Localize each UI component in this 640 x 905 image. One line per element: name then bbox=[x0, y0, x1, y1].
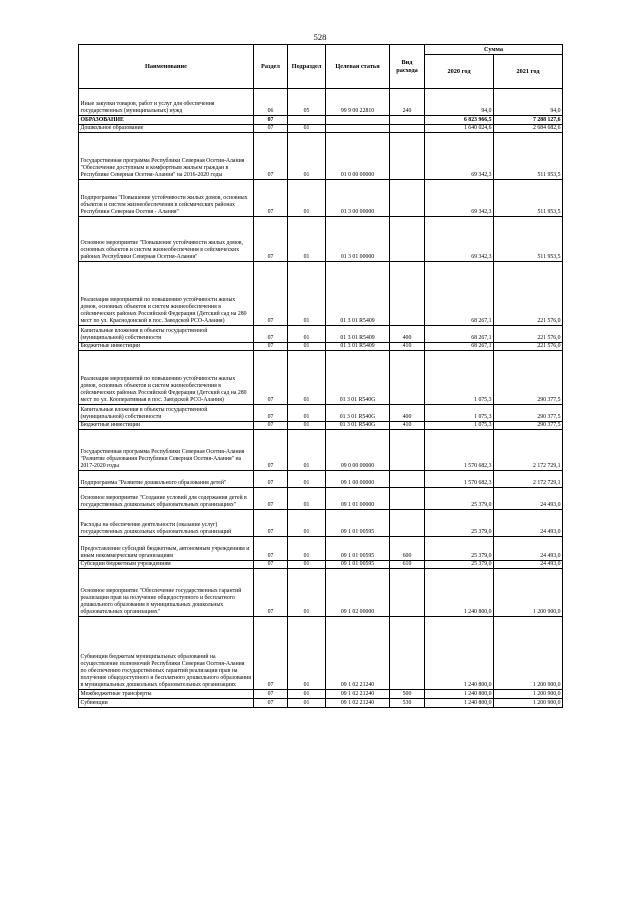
cell-sum-2020: 68 267,1 bbox=[425, 343, 494, 351]
header-target-article: Целевая статья bbox=[326, 45, 390, 89]
cell-target-article: 09 0 00 00000 bbox=[326, 430, 390, 471]
cell-sum-2021: 511 953,5 bbox=[494, 133, 563, 180]
cell-sum-2021: 290 377,5 bbox=[494, 405, 563, 422]
cell-section: 07 bbox=[254, 422, 288, 430]
cell-expense-type: 600 bbox=[390, 537, 425, 561]
table-row bbox=[79, 89, 563, 116]
cell-section: 07 bbox=[254, 405, 288, 422]
cell-name: Предоставление субсидий бюджетным, автономным учреждениям и иным некоммерческим организациям bbox=[79, 537, 254, 561]
header-section: Раздел bbox=[254, 45, 288, 89]
header-expense-type: Вид расхода bbox=[390, 45, 425, 89]
cell-sum-2020: 69 342,3 bbox=[425, 180, 494, 217]
cell-name: Реализация мероприятий по повышению устойчивости жилых домов, основных объектов и систем жизнеобеспечения в сейсмических районах Российской Федерации (Детский сад на 280 мест по ул. Кооперативная в пос. Заводской РСО-Алания) bbox=[79, 351, 254, 405]
page-number: 528 bbox=[313, 32, 327, 42]
table-row bbox=[79, 343, 563, 351]
table-row bbox=[79, 699, 563, 708]
cell-sum-2020: 1 240 800,0 bbox=[425, 699, 494, 708]
table-row bbox=[79, 617, 563, 690]
cell-expense-type bbox=[390, 510, 425, 537]
cell-sum-2020: 1 075,3 bbox=[425, 351, 494, 405]
cell-name: Реализация мероприятий по повышению устойчивости жилых домов, основных объектов и систем жизнеобеспечения в сейсмических районах Российской Федерации (Детский сад на 280 мест по ул. Краснодонской в пос. Заводской РСО-Алания) bbox=[79, 262, 254, 326]
cell-sum-2021: 1 200 900,0 bbox=[494, 699, 563, 708]
cell-sum-2021: 94,0 bbox=[494, 89, 563, 116]
cell-target-article: 99 9 00 22810 bbox=[326, 89, 390, 116]
cell-sum-2020: 1 240 800,0 bbox=[425, 617, 494, 690]
cell-expense-type: 610 bbox=[390, 561, 425, 569]
table-row bbox=[79, 690, 563, 699]
cell-target-article: 09 1 02 21240 bbox=[326, 617, 390, 690]
cell-sum-2020: 25 379,0 bbox=[425, 537, 494, 561]
cell-sum-2021: 290 377,5 bbox=[494, 351, 563, 405]
cell-section: 07 bbox=[254, 125, 288, 133]
cell-target-article: 01 3 00 00000 bbox=[326, 180, 390, 217]
cell-subsection: 01 bbox=[288, 405, 326, 422]
cell-target-article: 09 1 01 00000 bbox=[326, 488, 390, 510]
cell-subsection: 01 bbox=[288, 125, 326, 133]
cell-section: 07 bbox=[254, 699, 288, 708]
cell-expense-type bbox=[390, 262, 425, 326]
cell-name: Подпрограмма "Развитие дошкольного образования детей" bbox=[79, 471, 254, 488]
cell-name: Расходы на обеспечение деятельности (оказание услуг) государственных дошкольных образовательных организаций bbox=[79, 510, 254, 537]
cell-sum-2020: 69 342,3 bbox=[425, 217, 494, 262]
cell-expense-type bbox=[390, 133, 425, 180]
cell-section: 07 bbox=[254, 430, 288, 471]
cell-subsection: 05 bbox=[288, 89, 326, 116]
cell-subsection: 01 bbox=[288, 422, 326, 430]
cell-name: Субсидии бюджетным учреждениям bbox=[79, 561, 254, 569]
cell-subsection: 01 bbox=[288, 510, 326, 537]
cell-sum-2020: 25 379,0 bbox=[425, 510, 494, 537]
table-row bbox=[79, 510, 563, 537]
cell-subsection: 01 bbox=[288, 326, 326, 343]
cell-target-article: 09 1 01 00595 bbox=[326, 537, 390, 561]
cell-subsection: 01 bbox=[288, 133, 326, 180]
cell-target-article: 09 1 01 00595 bbox=[326, 561, 390, 569]
cell-target-article: 09 1 02 00000 bbox=[326, 569, 390, 617]
table-row bbox=[79, 405, 563, 422]
cell-sum-2021: 2 684 682,6 bbox=[494, 125, 563, 133]
table-row bbox=[79, 326, 563, 343]
cell-subsection: 01 bbox=[288, 262, 326, 326]
cell-name: ОБРАЗОВАНИЕ bbox=[79, 116, 254, 125]
cell-subsection: 01 bbox=[288, 488, 326, 510]
cell-subsection: 01 bbox=[288, 217, 326, 262]
cell-sum-2021: 2 172 729,1 bbox=[494, 430, 563, 471]
table-row bbox=[79, 351, 563, 405]
cell-name: Иные закупки товаров, работ и услуг для обеспечения государственных (муниципальных) нужд bbox=[79, 89, 254, 116]
table-row bbox=[79, 116, 563, 125]
cell-name: Межбюджетные трансферты bbox=[79, 690, 254, 699]
cell-section: 07 bbox=[254, 471, 288, 488]
table-row bbox=[79, 561, 563, 569]
cell-subsection: 01 bbox=[288, 471, 326, 488]
cell-subsection: 01 bbox=[288, 180, 326, 217]
cell-name: Бюджетные инвестиции bbox=[79, 422, 254, 430]
cell-target-article: 09 1 01 00595 bbox=[326, 510, 390, 537]
cell-sum-2021: 511 953,5 bbox=[494, 180, 563, 217]
budget-table bbox=[78, 44, 563, 708]
cell-subsection: 01 bbox=[288, 699, 326, 708]
cell-sum-2020: 94,0 bbox=[425, 89, 494, 116]
cell-expense-type: 410 bbox=[390, 422, 425, 430]
table-row bbox=[79, 488, 563, 510]
cell-section: 07 bbox=[254, 262, 288, 326]
cell-name: Подпрограмма "Повышение устойчивости жилых домов, основных объектов и систем жизнеобеспечения в сейсмических районах Республики Северная Осетия - Алания" bbox=[79, 180, 254, 217]
cell-sum-2020: 68 267,1 bbox=[425, 262, 494, 326]
cell-sum-2021: 7 288 127,6 bbox=[494, 116, 563, 125]
cell-expense-type bbox=[390, 617, 425, 690]
cell-sum-2020: 69 342,3 bbox=[425, 133, 494, 180]
table-row bbox=[79, 537, 563, 561]
cell-expense-type bbox=[390, 217, 425, 262]
cell-section: 06 bbox=[254, 89, 288, 116]
cell-sum-2020: 25 379,0 bbox=[425, 488, 494, 510]
cell-sum-2020: 68 267,1 bbox=[425, 326, 494, 343]
cell-sum-2021: 1 200 900,0 bbox=[494, 690, 563, 699]
cell-target-article: 01 3 01 00000 bbox=[326, 217, 390, 262]
cell-target-article: 01 3 01 R540G bbox=[326, 405, 390, 422]
cell-sum-2021: 2 172 729,1 bbox=[494, 471, 563, 488]
table-row bbox=[79, 430, 563, 471]
cell-sum-2020: 1 240 800,0 bbox=[425, 569, 494, 617]
cell-expense-type: 400 bbox=[390, 405, 425, 422]
cell-name: Основное мероприятие "Повышение устойчивости жилых домов, основных объектов и систем жизнеобеспечения в сейсмических районах Республики Северная Осетия-Алания" bbox=[79, 217, 254, 262]
cell-expense-type: 500 bbox=[390, 690, 425, 699]
cell-target-article: 09 1 02 21240 bbox=[326, 690, 390, 699]
cell-section: 07 bbox=[254, 133, 288, 180]
cell-target-article: 01 3 01 R540G bbox=[326, 422, 390, 430]
cell-subsection: 01 bbox=[288, 690, 326, 699]
cell-section: 07 bbox=[254, 510, 288, 537]
cell-sum-2021: 221 576,0 bbox=[494, 326, 563, 343]
cell-sum-2020: 1 240 800,0 bbox=[425, 690, 494, 699]
cell-target-article: 01 3 01 R5409 bbox=[326, 326, 390, 343]
cell-name: Основное мероприятие "Создание условий для содержания детей в государственных дошкольных образовательных организациях" bbox=[79, 488, 254, 510]
cell-name: Бюджетные инвестиции bbox=[79, 343, 254, 351]
cell-expense-type bbox=[390, 351, 425, 405]
header-year-2020: 2020 год bbox=[425, 55, 494, 89]
cell-sum-2021: 24 493,0 bbox=[494, 561, 563, 569]
cell-section: 07 bbox=[254, 537, 288, 561]
cell-target-article: 01 0 00 00000 bbox=[326, 133, 390, 180]
table-row bbox=[79, 471, 563, 488]
cell-section: 07 bbox=[254, 326, 288, 343]
table-row bbox=[79, 262, 563, 326]
cell-name: Капитальные вложения в объекты государственной (муниципальной) собственности bbox=[79, 405, 254, 422]
cell-subsection: 01 bbox=[288, 430, 326, 471]
cell-subsection: 01 bbox=[288, 617, 326, 690]
cell-subsection: 01 bbox=[288, 537, 326, 561]
header-sum: Сумма bbox=[425, 45, 563, 55]
header-year-2021: 2021 год bbox=[494, 55, 563, 89]
header-subsection: Подраздел bbox=[288, 45, 326, 89]
cell-sum-2021: 511 953,5 bbox=[494, 217, 563, 262]
cell-section: 07 bbox=[254, 351, 288, 405]
cell-expense-type bbox=[390, 488, 425, 510]
cell-target-article: 01 3 01 R5409 bbox=[326, 262, 390, 326]
cell-name: Дошкольное образование bbox=[79, 125, 254, 133]
cell-name: Государственная программа Республики Северная Осетия-Алания "Развитие образования Республики Северная Осетия-Алания" на 2017-2020 годы bbox=[79, 430, 254, 471]
cell-subsection: 01 bbox=[288, 569, 326, 617]
cell-target-article: 09 1 02 21240 bbox=[326, 699, 390, 708]
cell-section: 07 bbox=[254, 343, 288, 351]
table-row bbox=[79, 422, 563, 430]
cell-target-article: 01 3 01 R540G bbox=[326, 351, 390, 405]
cell-expense-type: 240 bbox=[390, 89, 425, 116]
cell-sum-2020: 1 640 024,6 bbox=[425, 125, 494, 133]
table-row bbox=[79, 125, 563, 133]
cell-expense-type bbox=[390, 430, 425, 471]
cell-name: Капитальные вложения в объекты государственной (муниципальной) собственности bbox=[79, 326, 254, 343]
cell-target-article: 01 3 01 R5409 bbox=[326, 343, 390, 351]
cell-expense-type bbox=[390, 125, 425, 133]
table-row bbox=[79, 133, 563, 180]
cell-target-article bbox=[326, 116, 390, 125]
cell-section: 07 bbox=[254, 488, 288, 510]
cell-sum-2021: 24 493,0 bbox=[494, 537, 563, 561]
cell-sum-2020: 1 570 682,3 bbox=[425, 471, 494, 488]
cell-section: 07 bbox=[254, 217, 288, 262]
cell-subsection bbox=[288, 116, 326, 125]
cell-expense-type bbox=[390, 569, 425, 617]
cell-expense-type: 410 bbox=[390, 343, 425, 351]
cell-subsection: 01 bbox=[288, 561, 326, 569]
table-body bbox=[79, 89, 563, 708]
table-row bbox=[79, 180, 563, 217]
cell-name: Субвенции bbox=[79, 699, 254, 708]
cell-section: 07 bbox=[254, 617, 288, 690]
cell-sum-2021: 1 200 900,0 bbox=[494, 617, 563, 690]
cell-section: 07 bbox=[254, 561, 288, 569]
cell-sum-2020: 1 570 682,3 bbox=[425, 430, 494, 471]
cell-sum-2020: 25 379,0 bbox=[425, 561, 494, 569]
cell-subsection: 01 bbox=[288, 343, 326, 351]
cell-section: 07 bbox=[254, 180, 288, 217]
cell-expense-type: 400 bbox=[390, 326, 425, 343]
cell-section: 07 bbox=[254, 116, 288, 125]
cell-name: Основное мероприятие "Обеспечение государственных гарантий реализации прав на получение общедоступного и бесплатного дошкольного образования в муниципальных дошкольных образовательных организациях" bbox=[79, 569, 254, 617]
cell-sum-2021: 24 493,0 bbox=[494, 510, 563, 537]
cell-expense-type bbox=[390, 116, 425, 125]
cell-sum-2020: 1 075,3 bbox=[425, 422, 494, 430]
cell-sum-2021: 290 377,5 bbox=[494, 422, 563, 430]
cell-sum-2020: 6 823 966,5 bbox=[425, 116, 494, 125]
cell-name: Государственная программа Республики Северная Осетия-Алания "Обеспечение доступным и комфортным жильем граждан в Республике Северная Осетия-Алания" на 2016-2020 годы bbox=[79, 133, 254, 180]
cell-subsection: 01 bbox=[288, 351, 326, 405]
cell-name: Субвенции бюджетам муниципальных образований на осуществление полномочий Республики Северная Осетия-Алания по обеспечению государственных гарантий реализации прав на получение общедоступного и бесплатного дошкольного образования в муниципальных дошкольных образовательных организациях bbox=[79, 617, 254, 690]
cell-sum-2021: 24 493,0 bbox=[494, 488, 563, 510]
cell-section: 07 bbox=[254, 690, 288, 699]
cell-sum-2021: 1 200 900,0 bbox=[494, 569, 563, 617]
table-row bbox=[79, 569, 563, 617]
cell-target-article: 09 1 00 00000 bbox=[326, 471, 390, 488]
cell-sum-2021: 221 576,0 bbox=[494, 343, 563, 351]
cell-expense-type: 530 bbox=[390, 699, 425, 708]
cell-sum-2020: 1 075,3 bbox=[425, 405, 494, 422]
cell-target-article bbox=[326, 125, 390, 133]
cell-expense-type bbox=[390, 180, 425, 217]
cell-expense-type bbox=[390, 471, 425, 488]
header-name: Наименование bbox=[79, 45, 254, 89]
cell-sum-2021: 221 576,0 bbox=[494, 262, 563, 326]
table-row bbox=[79, 217, 563, 262]
cell-section: 07 bbox=[254, 569, 288, 617]
